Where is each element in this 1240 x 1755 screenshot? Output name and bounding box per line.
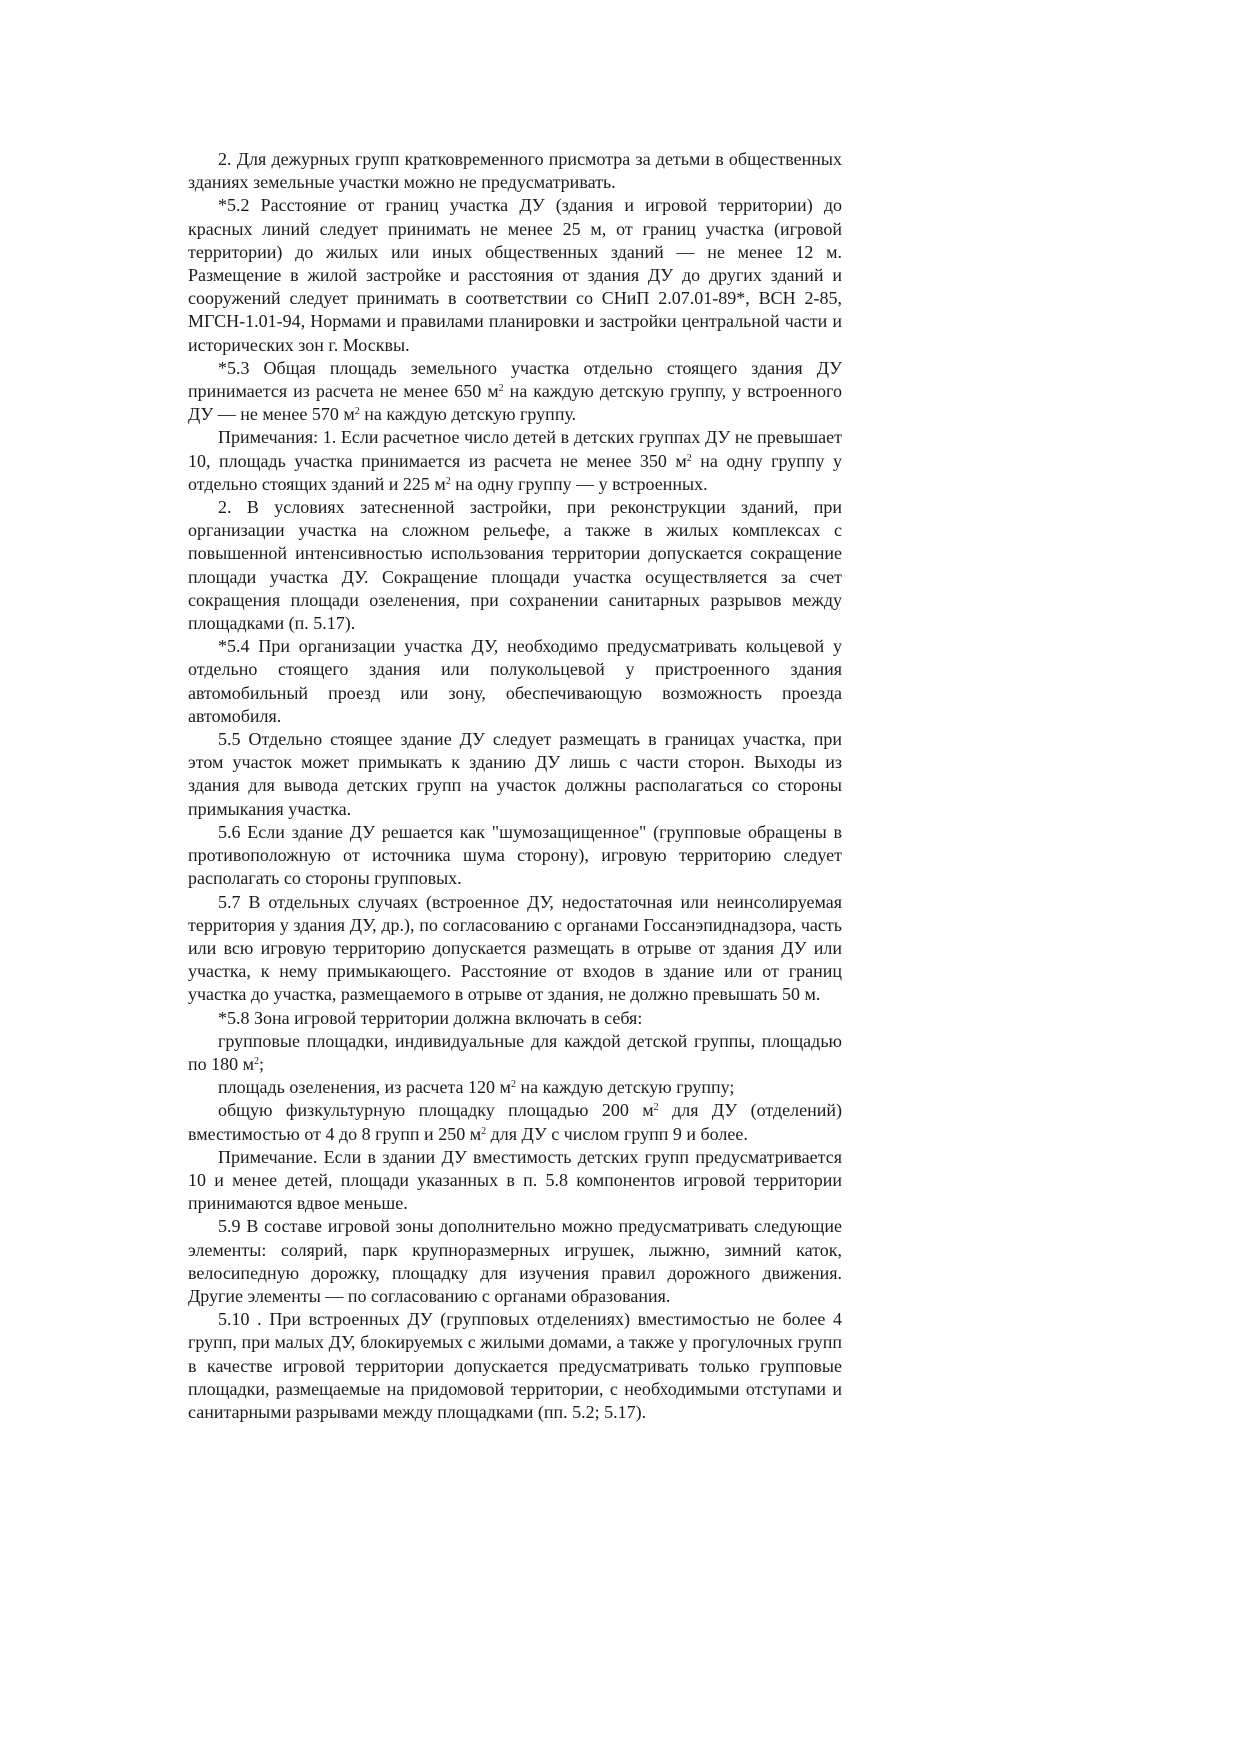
paragraph-notes-1: Примечания: 1. Если расчетное число детей в детских группах ДУ не превышает 10, площадь участка принимается из расчета не менее 350 $м^2$ на одну группу у отдельно стоящих зданий и 225 $м^2$ на одну группу — у встроенных. [188, 427, 843, 494]
document-page [188, 148, 842, 1424]
paragraph-note-5-8: Примечание. Если в здании ДУ вместимость детских групп предусматривается 10 и менее детей, площади указанных в п. 5.8 компонентов игровой территории принимаются вдвое меньше. [188, 1146, 842, 1214]
paragraph-note-2-duty-groups: 2. Для дежурных групп кратковременного присмотра за детьми в общественных зданиях земельные участки можно не предусматривать. [188, 149, 842, 193]
paragraph-5-9: 5.9 В составе игровой зоны дополнительно можно предусматривать следующие элементы: солярий, парк крупноразмерных игрушек, лыжню, зимний каток, велосипедную дорожку, площадку для изучения правил дорожного движения. Другие элементы — по согласованию с органами образования. [188, 1216, 842, 1306]
paragraph-5-7: 5.7 В отдельных случаях (встроенное ДУ, недостаточная или неинсолируемая территория у здания ДУ, др.), по согласованию с органами Госсанэпиднадзора, часть или всю игровую территорию допускается размещать в отрыве от здания ДУ или участка, к нему примыкающего. Расстояние от входов в здание или от границ участка до участка, размещаемого в отрыве от здания, не должно превышать 50 м. [188, 891, 842, 1005]
superscript: 2 [653, 1102, 659, 1114]
superscript: 2 [254, 1055, 260, 1067]
paragraph-5-6: 5.6 Если здание ДУ решается как "шумозащищенное" (групповые обращены в противоположную от источника шума сторону), игровую территорию следует располагать со стороны групповых. [188, 821, 842, 889]
paragraph-5-4: *5.4 При организации участка ДУ, необходимо предусматривать кольцевой у отдельно стоящего здания или полукольцевой у пристроенного здания автомобильный проезд или зону, обеспечивающую возможность проезда автомобиля. [188, 636, 842, 726]
paragraph-5-8-greenery: площадь озеленения, из расчета 120 $м^2$ на каждую детскую группу; [218, 1077, 735, 1098]
superscript: 2 [498, 383, 504, 395]
paragraph-5-8-group-areas: групповые площадки, индивидуальные для каждой детской группы, площадью по 180 $м^2$; [188, 1030, 842, 1074]
paragraph-5-8: *5.8 Зона игровой территории должна включать в себя: [218, 1007, 643, 1028]
superscript: 2 [481, 1125, 487, 1137]
superscript: 2 [445, 475, 451, 487]
paragraph-5-2: *5.2 Расстояние от границ участка ДУ (здания и игровой территории) до красных линий следует принимать не менее 25 м, от границ участка (игровой территории) до жилых или иных общественных зданий — не менее 12 м. Размещение в жилой застройке и расстояния от здания ДУ до других зданий и сооружений следует принимать в соответствии со СНиП 2.07.01-89*, ВСН 2-85, МГСН-1.01-94, Нормами и правилами планировки и застройки центральной части и исторических зон г. Москвы. [188, 195, 842, 355]
paragraph-5-5: 5.5 Отдельно стоящее здание ДУ следует размещать в границах участка, при этом участок может примыкать к зданию ДУ лишь с части сторон. Выходы из здания для вывода детских групп на участок должны располагаться со стороны примыкания участка. [188, 729, 842, 819]
paragraph-5-10: 5.10 . При встроенных ДУ (групповых отделениях) вместимостью не более 4 групп, при малых ДУ, блокируемых с жилыми домами, а также у прогулочных групп в качестве игровой территории допускается предусматривать только групповые площадки, размещаемые на придомовой территории, с необходимыми отступами и санитарными разрывами между площадками (пп. 5.2; 5.17). [188, 1309, 842, 1422]
paragraph-notes-2: 2. В условиях затесненной застройки, при реконструкции зданий, при организации участка на сложном рельефе, а также в жилых комплексах с повышенной интенсивностью использования территории допускается сокращение площади участка ДУ. Сокращение площади участка осуществляется за счет сокращения площади озеленения, при сохранении санитарных разрывов между площадками (п. 5.17). [188, 497, 842, 634]
paragraph-5-8-sports-area: общую физкультурную площадку площадью 200 $м^2$ для ДУ (отделений) вместимостью от 4 до 8 групп и 250 $м^2$ для ДУ с числом групп 9 и более. [188, 1100, 842, 1144]
superscript: 2 [510, 1079, 516, 1091]
superscript: 2 [354, 406, 360, 418]
paragraph-5-3: *5.3 Общая площадь земельного участка отдельно стоящего здания ДУ принимается из расчета не менее 650 $м^2$ на каждую детскую группу, у встроенного ДУ — не менее 570 $м^2$ на каждую детскую группу. [188, 357, 842, 425]
superscript: 2 [686, 452, 692, 464]
